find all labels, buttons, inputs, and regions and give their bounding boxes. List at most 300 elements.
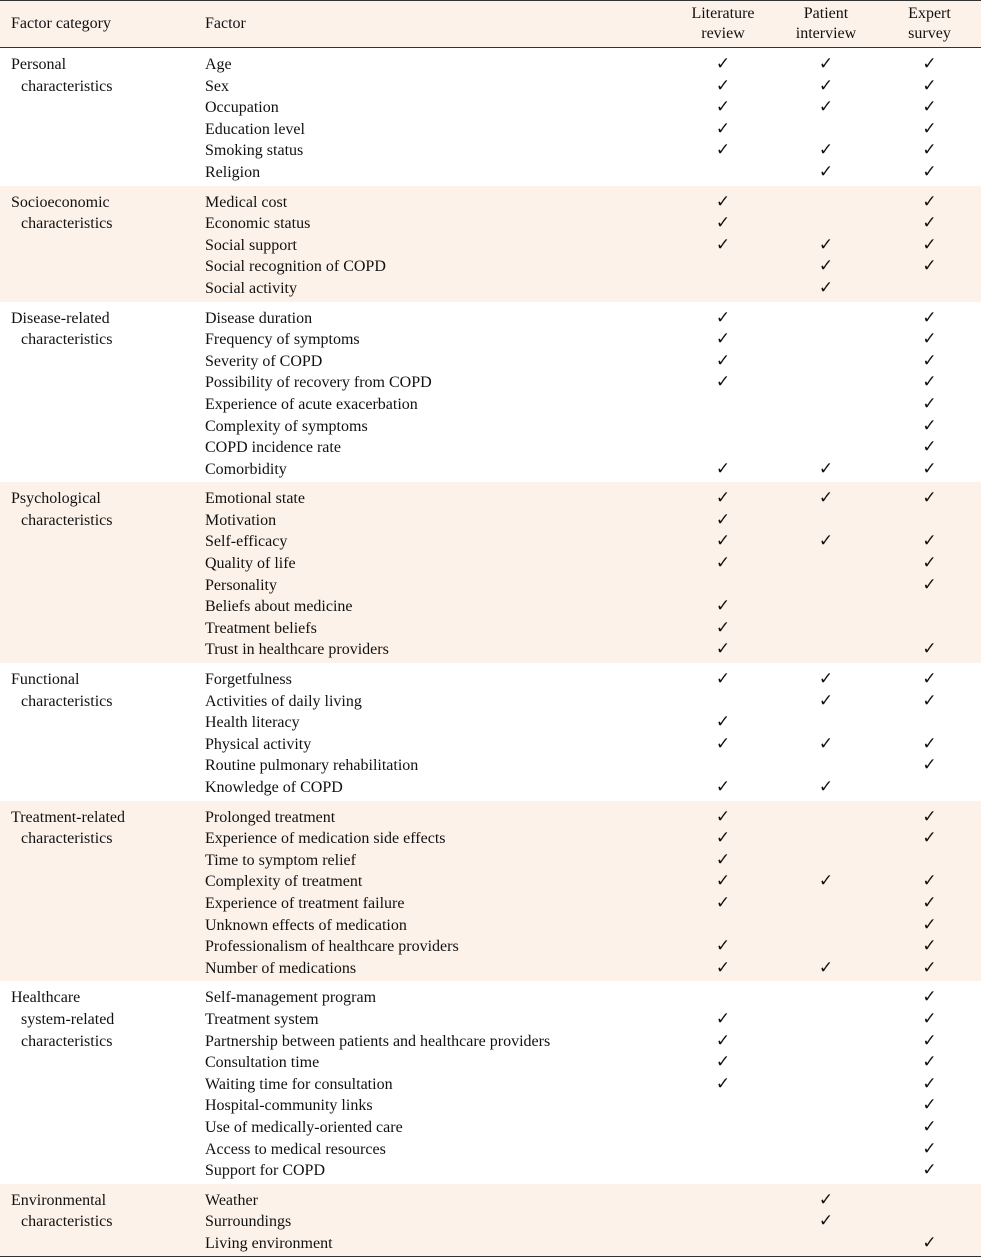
expert-survey-check: ✓	[922, 437, 937, 458]
patient-interview-check: ✓	[818, 733, 834, 754]
literature-review-check: ✓	[672, 893, 774, 915]
factor-category-cell	[0, 482, 194, 510]
expert-survey-check	[878, 618, 981, 640]
patient-interview-check	[774, 1074, 878, 1096]
table-row	[0, 482, 981, 510]
literature-review-check: ✓	[672, 553, 774, 575]
table-row	[0, 893, 981, 915]
literature-review-check: ✓	[672, 639, 774, 663]
table-row	[0, 76, 981, 98]
factor-name: Medical cost	[194, 186, 672, 214]
header-factor: Factor	[194, 1, 672, 48]
factor-name: Occupation	[205, 99, 279, 117]
factor-name: Treatment system	[205, 1010, 319, 1028]
literature-review-check: ✓	[715, 307, 731, 328]
factor-name: Knowledge of COPD	[205, 779, 343, 796]
table-row	[0, 777, 981, 801]
factor-name: Forgetfulness	[205, 671, 292, 689]
factor-name: Age	[205, 56, 232, 73]
factor-name: Weather	[194, 1184, 672, 1212]
factor-name: Surroundings	[194, 1211, 672, 1233]
patient-interview-check	[774, 553, 878, 575]
literature-review-check: ✓	[672, 801, 774, 829]
factor-name: Social recognition of COPD	[194, 256, 672, 278]
header-row	[0, 1, 981, 48]
factor-name: Quality of life	[194, 553, 672, 575]
expert-survey-check: ✓	[922, 1030, 937, 1051]
header-patient-interview	[774, 1, 878, 48]
table-row	[0, 213, 981, 235]
factor-category-cell	[0, 777, 194, 801]
literature-review-check	[672, 416, 774, 438]
expert-survey-check	[878, 712, 981, 734]
expert-survey-check	[878, 596, 981, 618]
factor-name: Living environment	[194, 1233, 672, 1257]
patient-interview-check	[774, 893, 878, 915]
factor-name: Number of medications	[194, 958, 672, 982]
patient-interview-check: ✓	[774, 871, 878, 893]
literature-review-check: ✓	[672, 213, 774, 235]
expert-survey-check: ✓	[878, 828, 981, 850]
patient-interview-check	[774, 575, 878, 597]
factor-name: Activities of daily living	[205, 692, 362, 710]
factor-group	[0, 482, 981, 663]
factor-category-cell	[0, 1095, 194, 1117]
patient-interview-check	[774, 850, 878, 872]
table-row	[0, 618, 981, 640]
factor-category-cell	[0, 691, 194, 713]
expert-survey-check: ✓	[878, 639, 981, 663]
factor-name: Self-management program	[205, 989, 377, 1007]
factor-name: COPD incidence rate	[205, 439, 341, 457]
patient-interview-check	[774, 329, 878, 351]
patient-interview-check: ✓	[774, 1211, 878, 1233]
literature-review-check: ✓	[672, 510, 774, 532]
expert-survey-check: ✓	[878, 1233, 981, 1257]
factor-category-cell	[0, 734, 194, 756]
table-row	[0, 850, 981, 872]
table-row	[0, 48, 981, 76]
factor-category-cell	[0, 850, 194, 872]
table-row	[0, 712, 981, 734]
expert-survey-check: ✓	[922, 1073, 937, 1094]
header-literature-line-2: review	[701, 25, 745, 42]
literature-review-check: ✓	[715, 733, 731, 754]
factor-name: Personality	[194, 575, 672, 597]
patient-interview-check	[774, 1117, 878, 1139]
expert-survey-check: ✓	[922, 415, 937, 436]
table-row	[0, 140, 981, 162]
factor-category-cell	[0, 1117, 194, 1139]
literature-review-check: ✓	[672, 850, 774, 872]
factor-category-cell	[0, 1160, 194, 1184]
patient-interview-check	[774, 712, 878, 734]
expert-survey-check: ✓	[922, 97, 937, 118]
table-row	[0, 1095, 981, 1117]
table-row	[0, 437, 981, 459]
factor-group	[0, 1184, 981, 1257]
factor-name: Emotional state	[194, 482, 672, 510]
literature-review-check: ✓	[672, 871, 774, 893]
factor-name: Possibility of recovery from COPD	[205, 374, 432, 392]
factor-name: Trust in healthcare providers	[194, 639, 672, 663]
literature-review-check: ✓	[715, 712, 731, 733]
factor-category-cell	[0, 1184, 194, 1212]
factor-name: Time to symptom relief	[194, 850, 672, 872]
literature-review-check: ✓	[715, 458, 731, 479]
patient-interview-check: ✓	[818, 54, 834, 74]
factor-category-cell	[0, 712, 194, 734]
factor-name: Experience of treatment failure	[194, 893, 672, 915]
factor-category-label: characteristics	[21, 215, 113, 233]
factor-category-cell	[0, 97, 194, 119]
expert-survey-check: ✓	[922, 733, 937, 754]
factor-category-cell	[0, 1031, 194, 1053]
factor-category-cell	[0, 596, 194, 618]
table-row	[0, 416, 981, 438]
patient-interview-check	[774, 1160, 878, 1184]
factor-category-cell	[0, 1211, 194, 1233]
patient-interview-check: ✓	[818, 690, 834, 711]
patient-interview-check: ✓	[774, 278, 878, 302]
table-row	[0, 1052, 981, 1074]
table-row	[0, 531, 981, 553]
expert-survey-check: ✓	[922, 669, 937, 690]
factor-category-cell	[0, 801, 194, 829]
literature-review-check	[672, 162, 774, 186]
expert-survey-check: ✓	[922, 350, 937, 371]
expert-survey-check: ✓	[922, 1138, 937, 1159]
expert-survey-check	[878, 278, 981, 302]
factor-name: Complexity of treatment	[194, 871, 672, 893]
literature-review-check: ✓	[672, 531, 774, 553]
factor-category-cell	[0, 302, 194, 330]
table-row	[0, 936, 981, 958]
header-literature-review	[672, 1, 774, 48]
factor-name: Beliefs about medicine	[194, 596, 672, 618]
expert-survey-check: ✓	[922, 755, 937, 776]
factor-category-cell	[0, 1009, 194, 1031]
factor-name: Use of medically-oriented care	[205, 1118, 403, 1136]
factor-group	[0, 981, 981, 1183]
factor-name: Routine pulmonary rehabilitation	[205, 757, 419, 775]
factor-name: Motivation	[194, 510, 672, 532]
factor-category-cell	[0, 663, 194, 691]
expert-survey-check	[878, 510, 981, 532]
patient-interview-check	[774, 186, 878, 214]
table-row	[0, 1009, 981, 1031]
literature-review-check	[672, 278, 774, 302]
expert-survey-check	[878, 1184, 981, 1212]
patient-interview-check: ✓	[774, 1184, 878, 1212]
patient-interview-check	[774, 755, 878, 777]
patient-interview-check	[774, 394, 878, 416]
table-row	[0, 734, 981, 756]
expert-survey-check: ✓	[922, 1095, 937, 1116]
factor-name: Economic status	[194, 213, 672, 235]
factor-name: Complexity of symptoms	[205, 417, 368, 435]
patient-interview-check	[774, 828, 878, 850]
patient-interview-check	[774, 416, 878, 438]
expert-survey-check: ✓	[922, 690, 937, 711]
factor-name: Unknown effects of medication	[194, 915, 672, 937]
patient-interview-check	[774, 596, 878, 618]
literature-review-check: ✓	[715, 329, 731, 350]
patient-interview-check: ✓	[818, 97, 834, 118]
literature-review-check: ✓	[715, 777, 731, 797]
expert-survey-check: ✓	[922, 75, 937, 96]
expert-survey-check: ✓	[922, 329, 937, 350]
patient-interview-check: ✓	[774, 256, 878, 278]
factor-category-cell	[0, 510, 194, 532]
header-expert-line-1: Expert	[908, 5, 951, 22]
table-row	[0, 828, 981, 850]
factor-group	[0, 302, 981, 483]
literature-review-check: ✓	[715, 97, 731, 118]
literature-review-check: ✓	[715, 1030, 731, 1051]
factor-category-cell	[0, 1074, 194, 1096]
table-row	[0, 372, 981, 394]
patient-interview-check	[774, 302, 878, 330]
literature-review-check	[672, 1211, 774, 1233]
factor-category-cell	[0, 639, 194, 663]
factor-category-cell	[0, 351, 194, 373]
factor-name: Professionalism of healthcare providers	[194, 936, 672, 958]
factor-category-cell	[0, 893, 194, 915]
literature-review-check: ✓	[715, 669, 731, 690]
patient-interview-check: ✓	[818, 161, 834, 182]
factor-category-label: Functional	[11, 671, 80, 689]
literature-review-check	[672, 1139, 774, 1161]
patient-interview-check: ✓	[774, 531, 878, 553]
patient-interview-check	[774, 351, 878, 373]
factor-category-label: characteristics	[21, 1213, 113, 1231]
expert-survey-check: ✓	[878, 575, 981, 597]
factor-category-cell	[0, 278, 194, 302]
factor-category-cell	[0, 553, 194, 575]
literature-review-check	[672, 1160, 774, 1184]
literature-review-check: ✓	[672, 186, 774, 214]
factor-category-cell	[0, 213, 194, 235]
literature-review-check: ✓	[715, 118, 731, 139]
patient-interview-check	[774, 618, 878, 640]
expert-survey-check: ✓	[922, 54, 937, 74]
patient-interview-check	[774, 1052, 878, 1074]
factor-category-cell	[0, 256, 194, 278]
table-row	[0, 1233, 981, 1257]
expert-survey-check: ✓	[878, 915, 981, 937]
header-expert-line-2: survey	[908, 25, 951, 42]
table-row	[0, 351, 981, 373]
table-row	[0, 510, 981, 532]
factor-category-cell	[0, 936, 194, 958]
literature-review-check	[672, 1095, 774, 1117]
table-row	[0, 981, 981, 1009]
table-row	[0, 958, 981, 982]
factor-category-label: Psychological	[11, 490, 101, 508]
expert-survey-check: ✓	[922, 458, 937, 479]
factor-category-cell	[0, 416, 194, 438]
factor-name: Physical activity	[205, 735, 312, 753]
factor-category-label: characteristics	[21, 830, 113, 848]
factor-category-cell	[0, 76, 194, 98]
factor-group	[0, 186, 981, 302]
factor-name: Smoking status	[205, 142, 304, 160]
expert-survey-check: ✓	[878, 958, 981, 982]
patient-interview-check	[774, 213, 878, 235]
table-row	[0, 596, 981, 618]
expert-survey-check: ✓	[922, 1052, 937, 1073]
factor-category-cell	[0, 981, 194, 1009]
literature-review-check: ✓	[672, 936, 774, 958]
table-row	[0, 235, 981, 257]
factor-name: Religion	[205, 163, 261, 181]
literature-review-check: ✓	[715, 140, 731, 161]
expert-survey-check: ✓	[878, 553, 981, 575]
factor-category-label: Personal	[11, 56, 67, 73]
factor-name: Experience of medication side effects	[194, 828, 672, 850]
table-row	[0, 663, 981, 691]
patient-interview-check	[774, 119, 878, 141]
literature-review-check: ✓	[672, 235, 774, 257]
factor-name: Education level	[205, 120, 305, 138]
factor-name: Self-efficacy	[194, 531, 672, 553]
factor-category-label: characteristics	[21, 1032, 113, 1050]
literature-review-check	[672, 394, 774, 416]
table-row	[0, 119, 981, 141]
factor-category-cell	[0, 1139, 194, 1161]
table-row	[0, 1117, 981, 1139]
literature-review-check: ✓	[715, 350, 731, 371]
factor-category-cell	[0, 871, 194, 893]
literature-review-check: ✓	[715, 1073, 731, 1094]
table-row	[0, 1031, 981, 1053]
factor-name: Health literacy	[205, 714, 300, 732]
literature-review-check	[672, 437, 774, 459]
factor-name: Comorbidity	[205, 460, 287, 478]
patient-interview-check: ✓	[818, 669, 834, 690]
table-row	[0, 97, 981, 119]
literature-review-check	[672, 691, 774, 713]
expert-survey-check: ✓	[878, 936, 981, 958]
patient-interview-check	[774, 372, 878, 394]
expert-survey-check	[878, 850, 981, 872]
factor-category-cell	[0, 119, 194, 141]
expert-survey-check: ✓	[922, 161, 937, 182]
header-patient-line-1: Patient	[803, 5, 849, 22]
table-row	[0, 639, 981, 663]
factor-name: Social activity	[194, 278, 672, 302]
factor-name: Prolonged treatment	[194, 801, 672, 829]
factor-category-cell	[0, 459, 194, 483]
table-row	[0, 278, 981, 302]
factor-name: Treatment beliefs	[194, 618, 672, 640]
literature-review-check: ✓	[672, 596, 774, 618]
expert-survey-check: ✓	[878, 482, 981, 510]
factor-group	[0, 801, 981, 982]
expert-survey-check	[878, 777, 981, 801]
factor-category-label: characteristics	[21, 331, 113, 349]
expert-survey-check: ✓	[878, 213, 981, 235]
table-header	[0, 1, 981, 48]
patient-interview-check	[774, 936, 878, 958]
table-row	[0, 1211, 981, 1233]
expert-survey-check: ✓	[878, 256, 981, 278]
expert-survey-check: ✓	[878, 186, 981, 214]
patient-interview-check	[774, 1095, 878, 1117]
factor-category-label: Treatment-related	[11, 808, 126, 826]
factor-category-cell	[0, 958, 194, 982]
header-patient-line-2: interview	[795, 25, 857, 42]
table-row	[0, 1074, 981, 1096]
factor-name: Frequency of symptoms	[205, 331, 360, 349]
literature-review-check: ✓	[715, 1008, 731, 1029]
expert-survey-check: ✓	[922, 987, 937, 1008]
literature-review-check	[672, 755, 774, 777]
table-row	[0, 1139, 981, 1161]
patient-interview-check: ✓	[818, 140, 834, 161]
expert-survey-check: ✓	[922, 307, 937, 328]
factor-category-cell	[0, 755, 194, 777]
literature-review-check	[672, 1233, 774, 1257]
expert-survey-check: ✓	[922, 393, 937, 414]
patient-interview-check	[774, 1009, 878, 1031]
patient-interview-check	[774, 437, 878, 459]
table-row	[0, 459, 981, 483]
factor-name: Sex	[205, 77, 229, 95]
expert-survey-check: ✓	[878, 235, 981, 257]
literature-review-check	[672, 981, 774, 1009]
factor-name: Consultation time	[205, 1054, 320, 1072]
factor-group	[0, 48, 981, 186]
factor-name: Severity of COPD	[205, 352, 323, 370]
factor-category-label: characteristics	[21, 692, 113, 710]
factor-category-label: Environmental	[11, 1191, 107, 1209]
factor-name: Support for COPD	[205, 1162, 326, 1180]
expert-survey-check: ✓	[922, 1116, 937, 1137]
patient-interview-check	[774, 510, 878, 532]
literature-review-check: ✓	[672, 482, 774, 510]
patient-interview-check	[774, 1139, 878, 1161]
table-row	[0, 329, 981, 351]
expert-survey-check: ✓	[922, 140, 937, 161]
patient-interview-check: ✓	[818, 777, 834, 797]
expert-survey-check	[878, 1211, 981, 1233]
expert-survey-check: ✓	[878, 871, 981, 893]
factor-name: Social support	[194, 235, 672, 257]
patient-interview-check: ✓	[818, 458, 834, 479]
table-row	[0, 256, 981, 278]
expert-survey-check: ✓	[922, 118, 937, 139]
expert-survey-check: ✓	[922, 1160, 937, 1181]
table-row	[0, 871, 981, 893]
table-row	[0, 553, 981, 575]
factor-category-label: Socioeconomic	[11, 193, 110, 211]
factor-category-label: system-related	[21, 1010, 115, 1028]
factor-name: Disease duration	[205, 309, 313, 327]
patient-interview-check	[774, 639, 878, 663]
factor-group	[0, 663, 981, 801]
patient-interview-check: ✓	[774, 958, 878, 982]
patient-interview-check	[774, 981, 878, 1009]
table-row	[0, 394, 981, 416]
factor-category-cell	[0, 531, 194, 553]
literature-review-check: ✓	[672, 958, 774, 982]
table-row	[0, 575, 981, 597]
table-row	[0, 162, 981, 186]
literature-review-check	[672, 1117, 774, 1139]
factor-category-cell	[0, 1233, 194, 1257]
